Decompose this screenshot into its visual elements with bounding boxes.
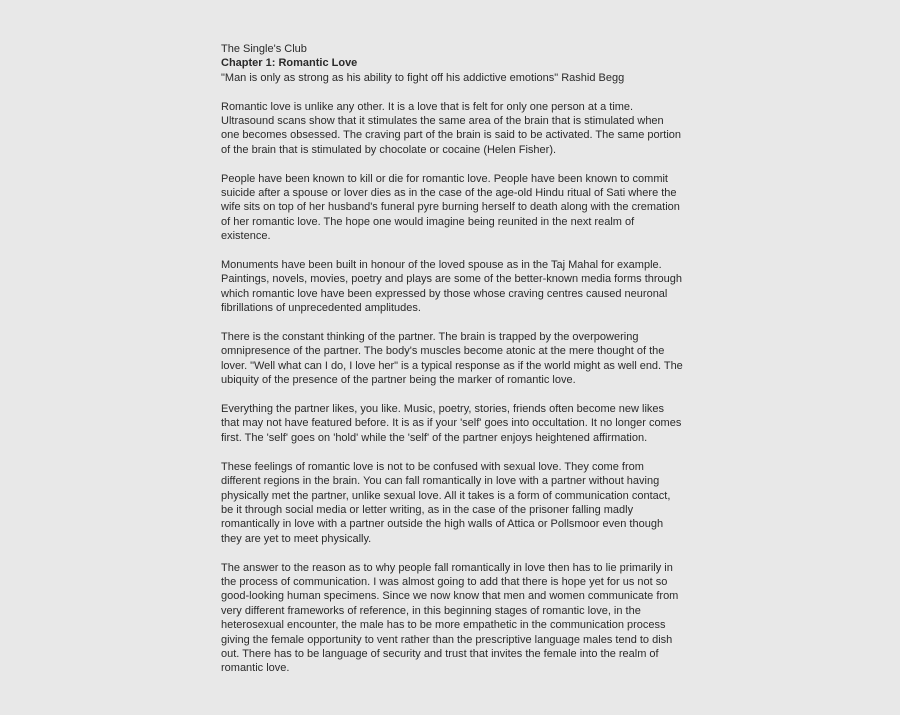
paragraph-line: Monuments have been built in honour of the loved spouse as in the Taj Mahal for example.: [221, 259, 662, 272]
paragraph-3: [221, 258, 683, 316]
paragraph-line: lover. "Well what can I do, I love her" is a typical response as if the world might as well end. The: [221, 359, 683, 372]
paragraph-line: different regions in the brain. You can fall romantically in love with a partner without having: [221, 475, 660, 488]
paragraph-line: People have been known to kill or die for romantic love. People have been known to commit: [221, 172, 668, 185]
paragraph-1: [221, 100, 683, 158]
paragraph-line: existence.: [221, 230, 271, 243]
document-header: The Single's Club: [221, 43, 307, 55]
paragraph-line: fibrillations of unprecedented amplitudes.: [221, 302, 421, 315]
paragraph-line: romantically in love with a partner outside the high walls of Attica or Pollsmoor even though: [221, 518, 664, 531]
paragraph-line: romantic love.: [221, 662, 290, 675]
paragraph-5: [221, 402, 683, 445]
paragraph-line: ubiquity of the presence of the partner being the marker of romantic love.: [221, 374, 576, 387]
paragraph-line: omnipresence of the partner. The body's muscles become atonic at the mere thought of the: [221, 345, 665, 358]
paragraph-line: the process of communication. I was almost going to add that there is hope yet for us not so: [221, 575, 668, 588]
paragraph-line: of the brain that is stimulated by chocolate or cocaine (Helen Fisher).: [221, 143, 557, 156]
paragraph-line: wife sits on top of her husband's funeral pyre burning herself to death along with the cremation: [221, 201, 680, 214]
paragraph-6: [221, 460, 683, 546]
paragraph-line: Romantic love is unlike any other. It is a love that is felt for only one person at a time.: [221, 100, 634, 113]
paragraph-line: of her romantic love. The hope one would imagine being reunited in the next realm of: [221, 215, 635, 228]
paragraph-line: be it through social media or letter writing, as in the case of the prisoner falling madly: [221, 503, 634, 516]
paragraph-7: [221, 561, 683, 676]
paragraph-line: Everything the partner likes, you like. Music, poetry, stories, friends often become new likes: [221, 403, 665, 416]
paragraph-line: one becomes obsessed. The craving part of the brain is said to be activated. The same portion: [221, 129, 682, 142]
document-body: [221, 42, 683, 676]
paragraph-line: that may not have featured before. It is as if your 'self' goes into occultation. It no longer comes: [221, 417, 682, 430]
paragraph-line: Paintings, novels, movies, poetry and plays are some of the better-known media forms through: [221, 273, 683, 286]
paragraph-line: physically met the partner, unlike sexual love. All it takes is a form of communication contact,: [221, 489, 671, 502]
paragraph-line: suicide after a spouse or lover dies as in the case of the age-old Hindu ritual of Sati where the: [221, 187, 677, 200]
paragraph-line: which romantic love have been expressed by those whose craving centres caused neuronal: [221, 287, 668, 300]
paragraph-line: These feelings of romantic love is not to be confused with sexual love. They come from: [221, 460, 644, 473]
paragraph-line: very different frameworks of reference, in this beginning stages of romantic love, in the: [221, 604, 641, 617]
paragraph-line: giving the female opportunity to vent rather than the prescriptive language males tend to dish: [221, 633, 673, 646]
paragraph-line: heterosexual encounter, the male has to be more empathetic in the communication process: [221, 619, 666, 632]
epigraph: "Man is only as strong as his ability to fight off his addictive emotions" Rashid Begg: [221, 71, 625, 84]
paragraph-2: [221, 172, 683, 244]
paragraph-line: first. The 'self' goes on 'hold' while the 'self' of the partner enjoys heightened affirmation.: [221, 431, 648, 444]
paragraph-line: There is the constant thinking of the partner. The brain is trapped by the overpowering: [221, 331, 639, 344]
paragraph-4: [221, 330, 683, 388]
paragraph-line: they are yet to meet physically.: [221, 532, 372, 545]
paragraph-line: The answer to the reason as to why people fall romantically in love then has to lie primarily in: [221, 561, 673, 574]
chapter-title: Chapter 1: Romantic Love: [221, 57, 358, 70]
paragraph-line: out. There has to be language of security and trust that invites the female into the realm of: [221, 647, 659, 660]
paragraph-line: good-looking human specimens. Since we now know that men and women communicate from: [221, 590, 679, 603]
paragraph-line: Ultrasound scans show that it stimulates the same area of the brain that is stimulated when: [221, 115, 664, 128]
